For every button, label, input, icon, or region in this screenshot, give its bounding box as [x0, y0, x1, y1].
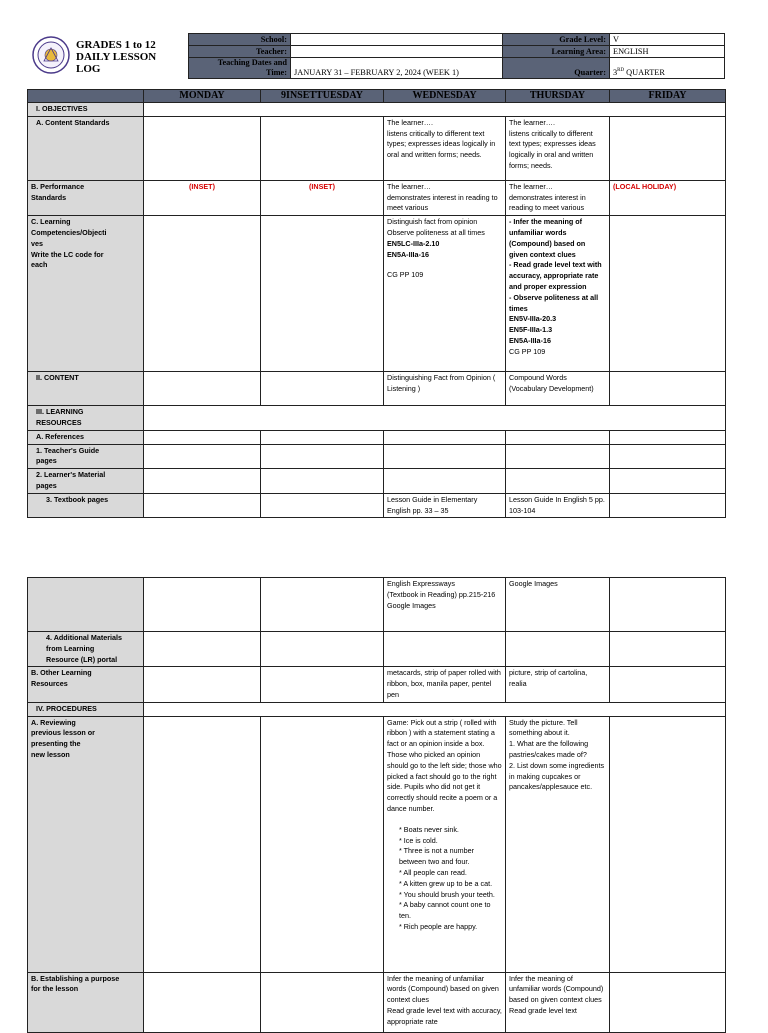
reviewing-thu: Study the picture. Tell something about it. 1. What are the following pastries/cakes made of? 2. List down some ingredients in making cupcakes or pancakes/applesauce etc. — [506, 716, 610, 972]
content-thu: Compound Words (Vocabulary Development) — [506, 372, 610, 406]
competencies-wed — [384, 216, 506, 372]
quarter-label: Quarter: — [503, 58, 610, 79]
school-value — [291, 34, 503, 46]
additional-thu — [506, 632, 610, 667]
textbook-continued-row — [28, 578, 726, 632]
teaching-dates-label-2: Time: — [265, 68, 287, 77]
additional-materials-label: 4. Additional Materials from Learning Resource (LR) portal — [28, 632, 144, 667]
competency-wed-code-1: EN5LC-IIIa-2.10 — [387, 238, 440, 248]
references-fri — [610, 430, 726, 444]
dll-title-line3: LOG — [76, 63, 101, 75]
reviewing-fri — [610, 716, 726, 972]
textbook-continued-thu: Google Images — [506, 578, 610, 632]
statement-item: * Ice is cold. — [399, 835, 438, 845]
textbook-pages-label: 3. Textbook pages — [28, 493, 144, 518]
content-standards-row — [28, 116, 726, 180]
learners-material-row — [28, 469, 726, 494]
day-thursday: THURSDAY — [506, 90, 610, 103]
content-wed: Distinguishing Fact from Opinion ( Listening ) — [384, 372, 506, 406]
learners-material-thu — [506, 469, 610, 494]
teachers-guide-mon — [144, 444, 261, 469]
purpose-thu: Infer the meaning of unfamiliar words (Compound) based on given context clues Read grade level text — [506, 972, 610, 1032]
teachers-guide-label: 1. Teacher's Guide pages — [28, 444, 144, 469]
additional-tue — [261, 632, 384, 667]
dll-title — [76, 39, 156, 75]
purpose-fri — [610, 972, 726, 1032]
day-friday: FRIDAY — [610, 90, 726, 103]
objectives-span — [144, 103, 726, 117]
quarter-value — [610, 58, 725, 79]
purpose-label: B. Establishing a purpose for the lesson — [28, 972, 144, 1032]
purpose-tue — [261, 972, 384, 1032]
dll-title-line2: DAILY LESSON — [76, 51, 157, 63]
competency-thu-1: - Infer the meaning of unfamiliar words (Compound) based on given context clues — [509, 217, 586, 259]
objectives-row — [28, 103, 726, 117]
teachers-guide-wed — [384, 444, 506, 469]
competency-wed-2: Observe politeness at all times — [387, 227, 485, 237]
content-standards-fri — [610, 116, 726, 180]
competencies-fri — [610, 216, 726, 372]
days-header-row — [28, 90, 726, 103]
teachers-guide-thu — [506, 444, 610, 469]
competency-thu-code-3: EN5A-IIIa-16 — [509, 335, 551, 345]
competency-thu-cg: CG PP 109 — [509, 346, 546, 356]
quarter-number: 3 — [613, 68, 618, 77]
learning-area-label: Learning Area: — [503, 46, 610, 58]
corner-cell — [28, 90, 144, 103]
reviewing-row — [28, 716, 726, 972]
learners-material-fri — [610, 469, 726, 494]
reviewing-wed — [384, 716, 506, 972]
teaching-dates-label — [189, 58, 291, 79]
statement-item: * Boats never sink. — [399, 824, 459, 834]
other-resources-thu: picture, strip of cartolina, realia — [506, 667, 610, 702]
content-row — [28, 372, 726, 406]
content-tue — [261, 372, 384, 406]
textbook-thu: Lesson Guide In English 5 pp. 103-104 — [506, 493, 610, 518]
competency-thu-code-2: EN5F-IIIa-1.3 — [509, 325, 553, 335]
textbook-continued-mon — [144, 578, 261, 632]
purpose-row — [28, 972, 726, 1032]
dll-title-line1: GRADES 1 to 12 — [76, 39, 156, 51]
other-resources-label: B. Other Learning Resources — [28, 667, 144, 702]
procedures-row — [28, 702, 726, 716]
procedures-span — [144, 702, 726, 716]
competencies-tue — [261, 216, 384, 372]
competency-wed-1: Distinguish fact from opinion — [387, 217, 478, 227]
other-resources-row — [28, 667, 726, 702]
performance-mon-inset: (INSET) — [144, 180, 261, 215]
grade-level-label: Grade Level: — [503, 34, 610, 46]
teachers-guide-row — [28, 444, 726, 469]
textbook-continued-tue — [261, 578, 384, 632]
learners-material-wed — [384, 469, 506, 494]
content-standards-mon — [144, 116, 261, 180]
day-wednesday: WEDNESDAY — [384, 90, 506, 103]
learners-material-label: 2. Learner's Material pages — [28, 469, 144, 494]
quarter-suffix: RD — [617, 68, 625, 74]
textbook-pages-row — [28, 493, 726, 518]
statement-item: * Three is not a number between two and four. — [399, 846, 474, 867]
references-tue — [261, 430, 384, 444]
teachers-guide-fri — [610, 444, 726, 469]
references-thu — [506, 430, 610, 444]
textbook-tue — [261, 493, 384, 518]
day-monday: MONDAY — [144, 90, 261, 103]
reviewing-mon — [144, 716, 261, 972]
statement-item: * You should brush your teeth. — [399, 889, 495, 899]
learning-resources-label: III. LEARNING RESOURCES — [28, 406, 144, 431]
learning-resources-row — [28, 406, 726, 431]
references-row — [28, 430, 726, 444]
performance-standards-label: B. Performance Standards — [28, 180, 144, 215]
learners-material-mon — [144, 469, 261, 494]
header-info-table — [188, 33, 725, 79]
content-label: II. CONTENT — [28, 372, 144, 406]
teaching-dates-value: JANUARY 31 – FEBRUARY 2, 2024 (WEEK 1) — [291, 58, 503, 79]
competencies-label: C. Learning Competencies/Objecti ves Write the LC code for each — [28, 216, 144, 372]
purpose-mon — [144, 972, 261, 1032]
teaching-dates-label-1: Teaching Dates and — [217, 58, 287, 67]
other-resources-mon — [144, 667, 261, 702]
content-fri — [610, 372, 726, 406]
teacher-label: Teacher: — [189, 46, 291, 58]
teacher-value — [291, 46, 503, 58]
textbook-mon — [144, 493, 261, 518]
additional-mon — [144, 632, 261, 667]
content-standards-thu: The learner…. listens critically to different text types; expresses ideas logically in oral and written forms; needs. — [506, 116, 610, 180]
textbook-fri — [610, 493, 726, 518]
reviewing-wed-intro: Game: Pick out a strip ( rolled with ribbon ) with a statement stating a fact or an opinion inside a box. Those who picked an opinion should go to the left side; those who picked a fact should go to the right side. Pupils who did not get it correctly should recite a poem or a dance number. — [387, 717, 502, 813]
textbook-continued-label — [28, 578, 144, 632]
additional-wed — [384, 632, 506, 667]
statement-item: * All people can read. — [399, 867, 467, 877]
day-tuesday: 9INSETTUESDAY — [261, 90, 384, 103]
quarter-word: QUARTER — [624, 68, 665, 77]
references-label: A. References — [28, 430, 144, 444]
teachers-guide-tue — [261, 444, 384, 469]
purpose-wed: Infer the meaning of unfamiliar words (Compound) based on given context clues Read grade level text with accuracy, appropriate rate — [384, 972, 506, 1032]
textbook-continued-wed: English Expressways (Textbook in Reading) pp.215-216 Google Images — [384, 578, 506, 632]
performance-tue-inset: (INSET) — [261, 180, 384, 215]
statement-item: * Rich people are happy. — [399, 921, 478, 931]
content-standards-tue — [261, 116, 384, 180]
other-resources-fri — [610, 667, 726, 702]
additional-fri — [610, 632, 726, 667]
content-mon — [144, 372, 261, 406]
school-label: School: — [189, 34, 291, 46]
competencies-row — [28, 216, 726, 372]
performance-standards-wed: The learner… demonstrates interest in reading to meet various — [384, 180, 506, 215]
competency-wed-code-2: EN5A-IIIa-16 — [387, 249, 429, 259]
grade-level-value: V — [610, 34, 725, 46]
competencies-mon — [144, 216, 261, 372]
competency-thu-2: - Read grade level text with accuracy, appropriate rate and proper expression — [509, 260, 602, 291]
content-standards-wed: The learner…. listens critically to different text types; expresses ideas logically in oral and written forms; needs. — [384, 116, 506, 180]
other-resources-tue — [261, 667, 384, 702]
lesson-log-table-1 — [27, 89, 726, 518]
reviewing-label: A. Reviewing previous lesson or presenting the new lesson — [28, 716, 144, 972]
competency-wed-cg: CG PP 109 — [387, 270, 424, 280]
procedures-label: IV. PROCEDURES — [28, 702, 144, 716]
competency-thu-3: - Observe politeness at all times — [509, 292, 599, 313]
reviewing-tue — [261, 716, 384, 972]
performance-standards-thu: The learner… demonstrates interest in reading to meet various — [506, 180, 610, 215]
deped-seal-logo — [32, 36, 70, 74]
objectives-label: I. OBJECTIVES — [28, 103, 144, 117]
other-resources-wed: metacards, strip of paper rolled with ribbon, box, manila paper, pentel pen — [384, 667, 506, 702]
learners-material-tue — [261, 469, 384, 494]
content-standards-label: A. Content Standards — [28, 116, 144, 180]
statement-item: * A baby cannot count one to ten. — [399, 900, 491, 921]
learning-area-value: ENGLISH — [610, 46, 725, 58]
references-wed — [384, 430, 506, 444]
lesson-log-table-2 — [27, 577, 726, 1033]
statement-item: * A kitten grew up to be a cat. — [399, 878, 493, 888]
textbook-continued-fri — [610, 578, 726, 632]
competency-thu-code-1: EN5V-IIIa-20.3 — [509, 314, 557, 324]
textbook-wed: Lesson Guide in Elementary English pp. 33 – 35 — [384, 493, 506, 518]
performance-fri-holiday: (LOCAL HOLIDAY) — [610, 180, 726, 215]
competencies-thu — [506, 216, 610, 372]
references-mon — [144, 430, 261, 444]
additional-materials-row — [28, 632, 726, 667]
performance-standards-row — [28, 180, 726, 215]
learning-resources-span — [144, 406, 726, 431]
